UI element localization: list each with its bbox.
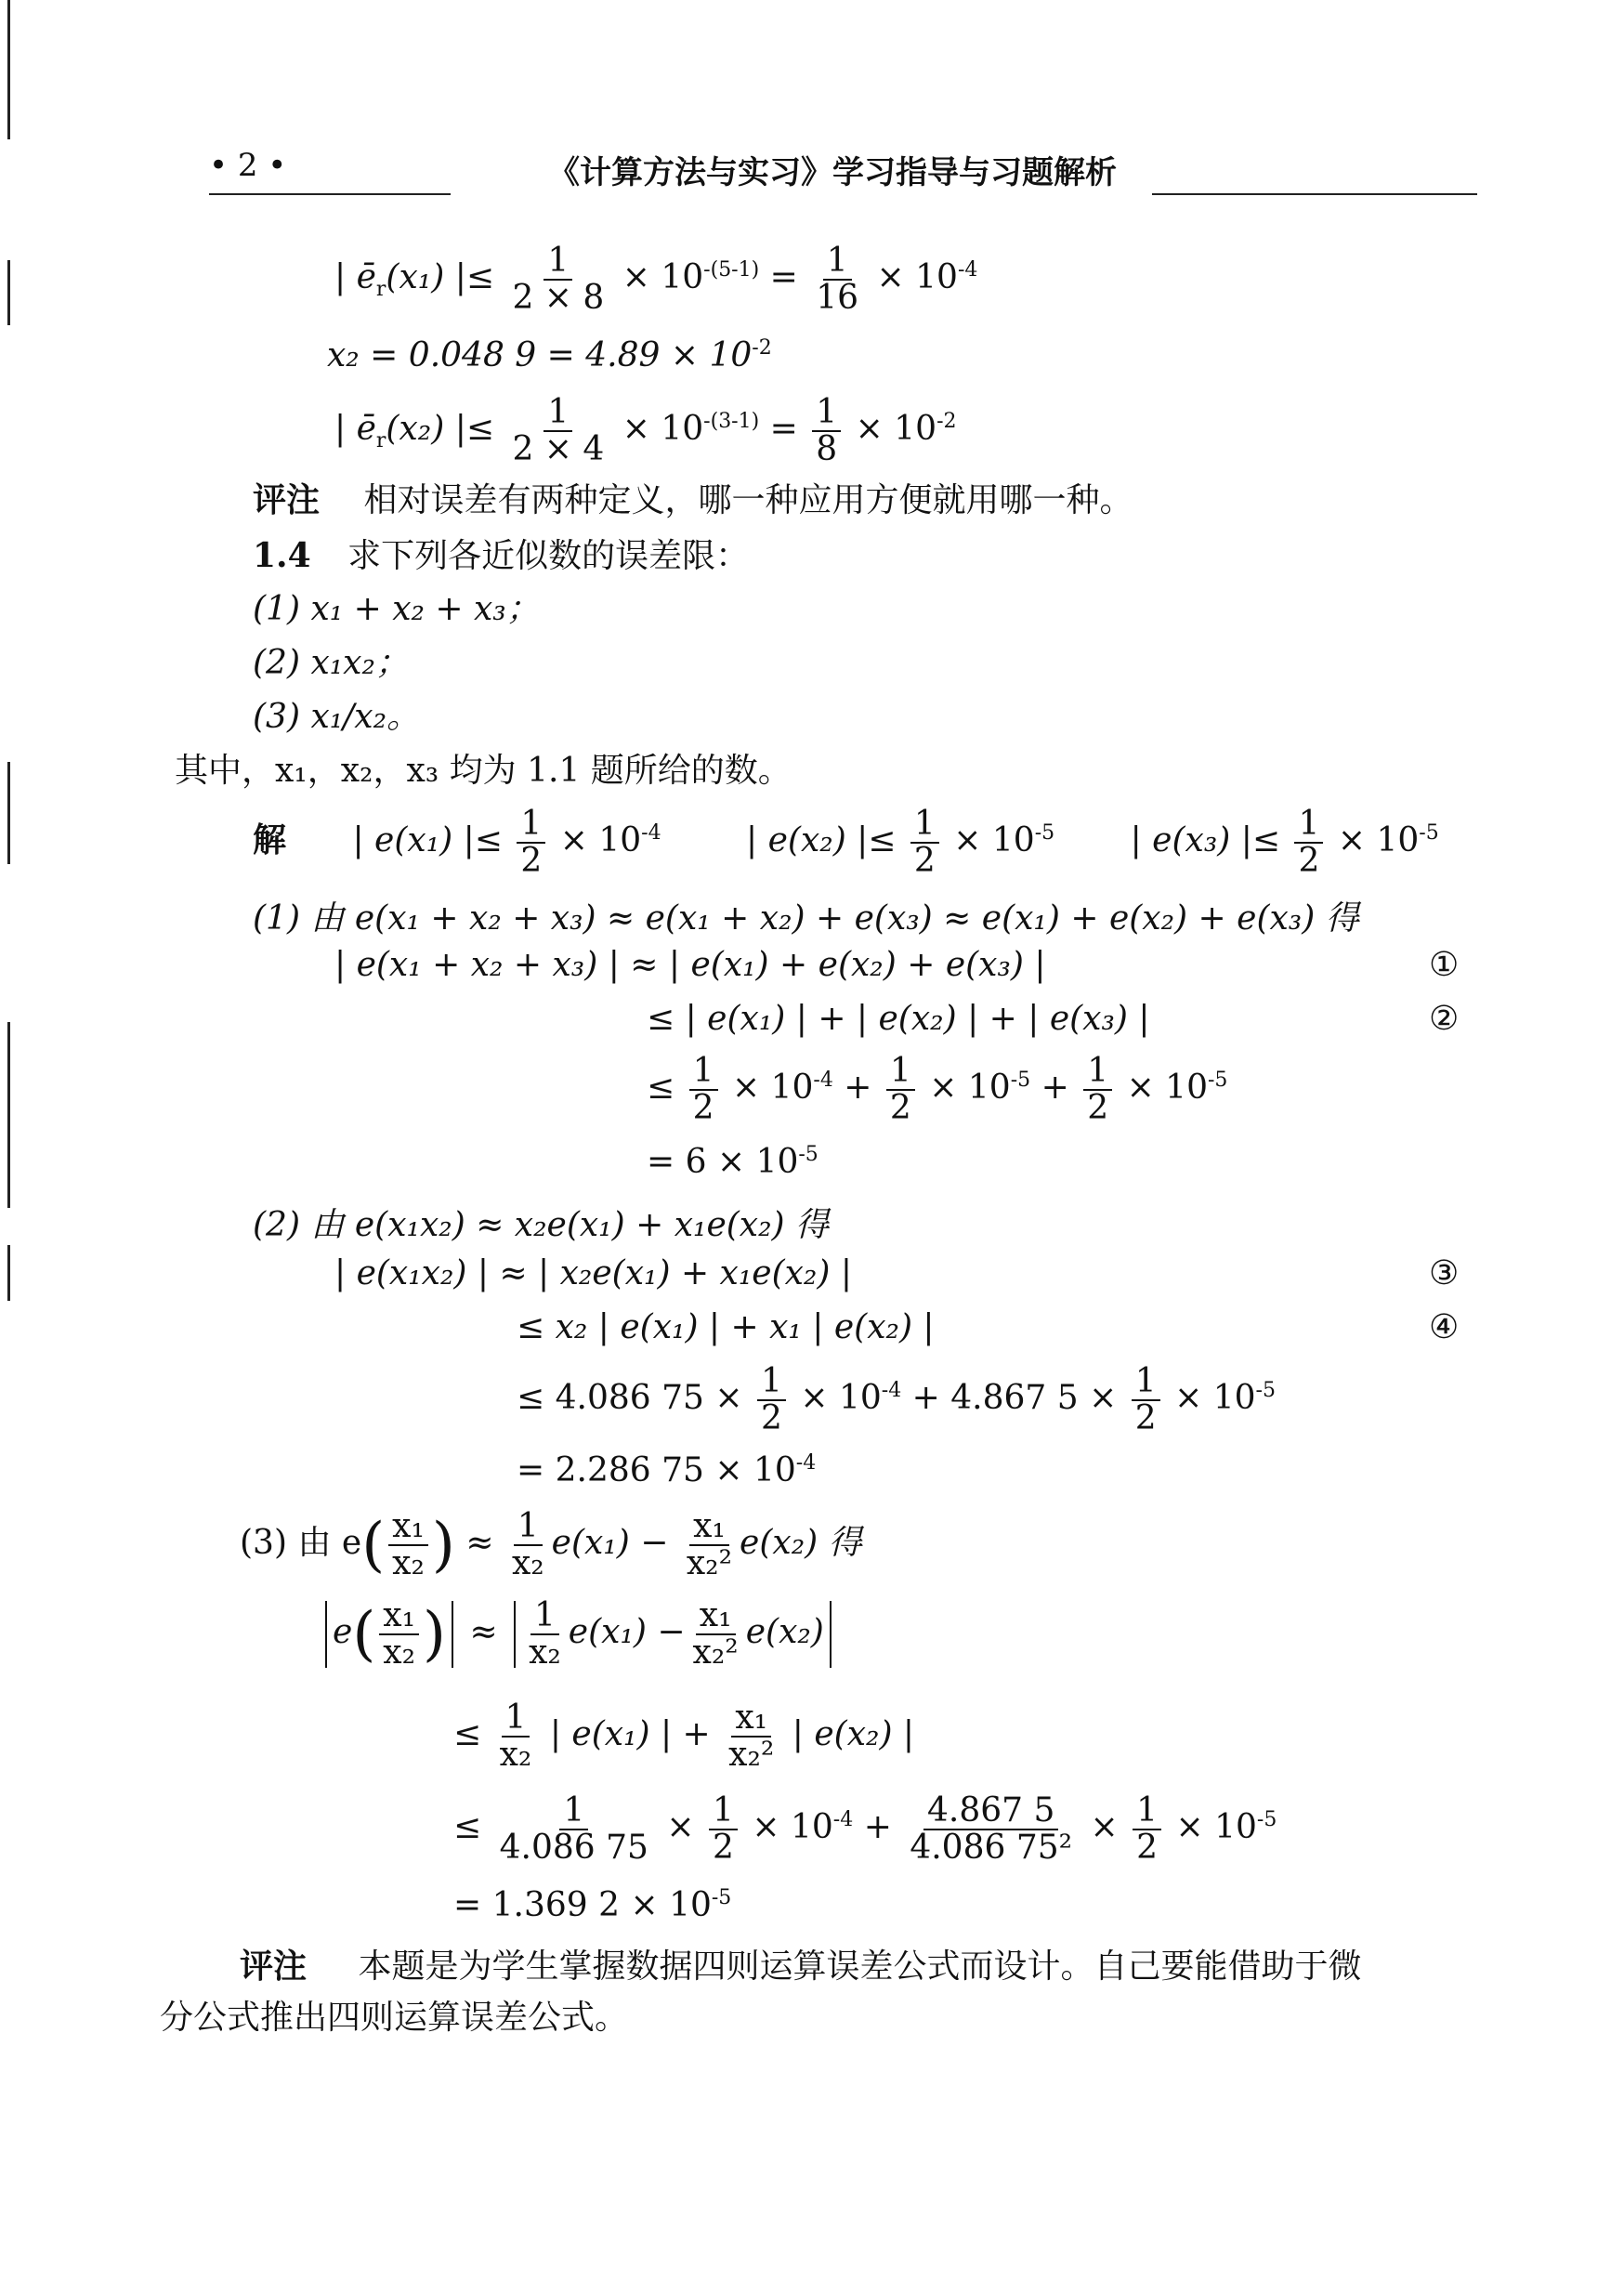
part3-result: = 1.369 $2 \times 10^{-5}$ xyxy=(453,1886,732,1924)
problem-item-3: (3) x₁/x₂。 xyxy=(253,698,421,736)
note-1 xyxy=(253,479,1133,521)
problem-number: 1.4 xyxy=(253,536,311,575)
note-2 xyxy=(240,1946,1361,1987)
part3-line2: ≤ $\frac{1}{\text{x₂}}$ | e(x₁) | + $\frac{\text{x₁}}{\text{x₂²}}$ | e(x₂) | xyxy=(453,1698,915,1774)
solution-error-bounds: 解 | e(x₁) |≤ $\frac{1}{2}$ × $10^{-4}$ | e(x₂) |≤ $\frac{1}{2}$ × $10^{-5}$ | e(x₃) |≤ $\frac{1}{2}$ × $10^{-5}$ xyxy=(253,805,1439,880)
equation-mark-2: ② xyxy=(1429,1000,1460,1038)
problem-item-1: (1) x₁ + x₂ + x₃； xyxy=(253,590,540,628)
solution-label: 解 xyxy=(253,820,287,859)
equation-mark-3: ③ xyxy=(1429,1254,1460,1292)
equation-er-x2: | $ē_r(x_2)$ |≤ $\frac{1}{2 \times 4}$ × $10^{-(3-1)}$ = $\frac{1}{8}$ × $10^{-2}$ xyxy=(334,393,957,468)
part2-intro: (2) 由 e(x₁x₂) ≈ x₂e(x₁) + x₁e(x₂) 得 xyxy=(253,1206,830,1244)
problem-heading xyxy=(253,535,749,577)
problem-where: 其中，x₁，x₂，x₃ 均为 1.1 题所给的数。 xyxy=(175,752,792,790)
part2-line1: | e(x₁x₂) | ≈ | x₂e(x₁) + x₁e(x₂) | xyxy=(334,1254,852,1292)
part2-line2: ≤ x₂ | e(x₁) | + x₁ | e(x₂) | xyxy=(517,1308,935,1346)
part3-line3: ≤ $\frac{1}{4.086 75}$ × $\frac{1}{2}$ × $10^{-4}$ + $\frac{4.867 5}{\text{4.086 75²}}$ × $\frac{1}{2}$ × $10^{-5}$ xyxy=(453,1791,1277,1867)
note-label: 评注 xyxy=(253,480,321,519)
problem-text: 求下列各近似数的误差限： xyxy=(347,537,750,575)
page-number: • 2 • xyxy=(209,147,287,184)
part3-intro: (3) 由 e( $\frac{\text{x₁}}{\text{x₂}}$ ) ≈ $\frac{1}{\text{x₂}}$ e(x₁) − $\frac{\text{x₁}}{\text{x₂²}}$ e(x₂) 得 xyxy=(240,1507,862,1582)
scan-edge-line xyxy=(7,0,10,139)
equation-er-x1: | $ē_r(x_1)$ |≤ $\frac{1}{2 \times 8}$ × $10^{-(5-1)}$ = $\frac{1}{16}$ × $10^{-4}$ xyxy=(334,242,978,317)
equation-x2-value: x₂ = 0.048 $9 = 4.89 \times 10^{-2}$ xyxy=(327,336,772,374)
note-label: 评注 xyxy=(240,1947,308,1986)
scan-edge-line xyxy=(7,260,10,325)
part2-line3: ≤ 4.086 75 × $\frac{1}{2}$ × $10^{-4} + 4.867$ 5 × $\frac{1}{2}$ × $10^{-5}$ xyxy=(517,1362,1276,1437)
part1-result: = $6 \times 10^{-5}$ xyxy=(647,1143,819,1181)
scan-edge-line xyxy=(7,762,10,864)
note-text: 相对误差有两种定义，哪一种应用方便就用哪一种。 xyxy=(363,481,1133,519)
note-text-line2: 分公式推出四则运算误差公式。 xyxy=(160,1999,629,2037)
header-rule xyxy=(209,193,451,195)
problem-item-2: (2) x₁x₂； xyxy=(253,644,409,682)
part3-line1: e( $\frac{\text{x₁}}{\text{x₂}}$ ) ≈ $\frac{1}{\text{x₂}}$ e(x₁) − $\frac{\text{x₁}}{\text{x₂²}}$ e(x₂) xyxy=(320,1598,837,1671)
part1-line3: ≤ $\frac{1}{2}$ × $10^{-4}$ + $\frac{1}{2}$ × $10^{-5}$ + $\frac{1}{2}$ × $10^{-5}$ xyxy=(647,1052,1228,1127)
equation-mark-1: ① xyxy=(1429,946,1460,984)
running-title: 《计算方法与实习》学习指导与习题解析 xyxy=(548,154,1117,191)
part2-result: = 2.286 $75 \times 10^{-4}$ xyxy=(517,1451,817,1489)
part1-line1: | e(x₁ + x₂ + x₃) | ≈ | e(x₁) + e(x₂) + e(x₃) | xyxy=(334,946,1046,984)
part1-intro: (1) 由 e(x₁ + x₂ + x₃) ≈ e(x₁ + x₂) + e(x₃) ≈ e(x₁) + e(x₂) + e(x₃) 得 xyxy=(253,899,1359,938)
scan-edge-line xyxy=(7,1245,10,1301)
equation-mark-4: ④ xyxy=(1429,1308,1460,1346)
note-text-line1: 本题是为学生掌握数据四则运算误差公式而设计。自己要能借助于微 xyxy=(358,1948,1362,1986)
part1-line2: ≤ | e(x₁) | + | e(x₂) | + | e(x₃) | xyxy=(647,1000,1150,1038)
header-rule xyxy=(1152,193,1477,195)
scan-edge-line xyxy=(7,1022,10,1208)
